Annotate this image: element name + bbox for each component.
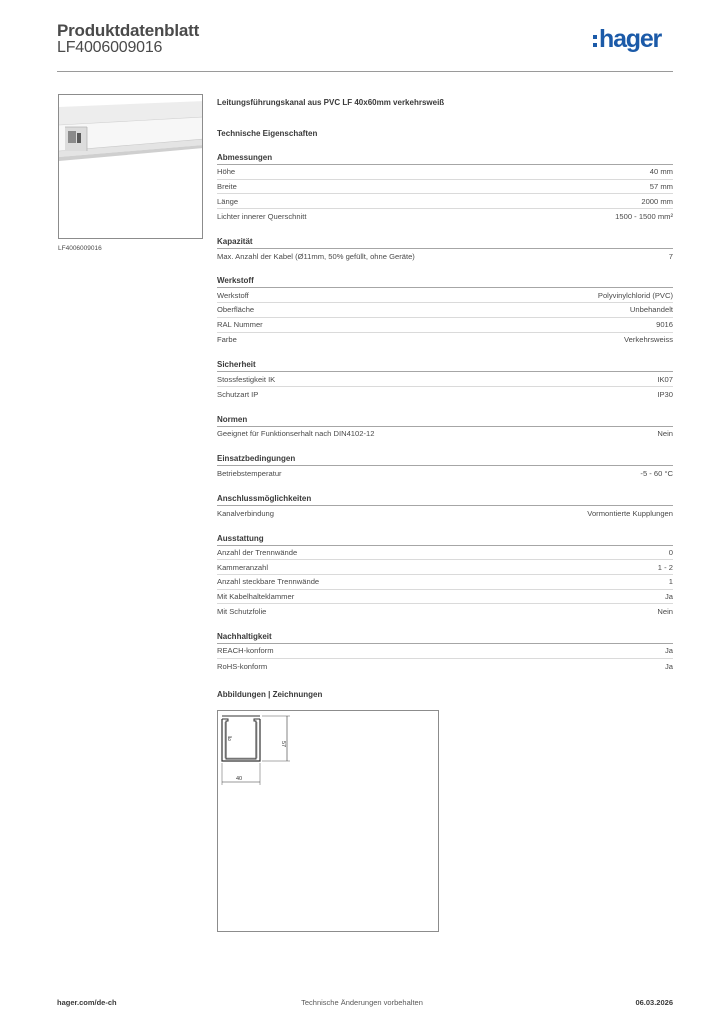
technical-drawing: [217, 710, 439, 932]
section-title: Werkstoff: [217, 276, 254, 286]
property-value: 9016: [656, 320, 673, 330]
property-label: RoHS-konform: [217, 661, 268, 671]
property-row: [217, 372, 673, 387]
section-title: Kapazität: [217, 236, 253, 246]
property-row: [217, 604, 673, 619]
property-value: 0: [668, 547, 673, 557]
property-value: IK07: [657, 374, 673, 384]
property-rows: [217, 248, 673, 264]
section-normen: [217, 414, 673, 442]
cable-duct-icon: [59, 95, 203, 239]
properties-sections: [217, 152, 673, 673]
property-row: [217, 194, 673, 209]
property-row: [217, 560, 673, 575]
property-row: [217, 303, 673, 318]
property-value: Nein: [657, 429, 673, 439]
property-value: Ja: [664, 592, 673, 602]
section-title: Ausstattung: [217, 533, 264, 543]
svg-text:40: 40: [236, 776, 243, 782]
property-label: Werkstoff: [217, 290, 249, 300]
svg-text:6: 6: [228, 737, 231, 743]
property-rows: [217, 465, 673, 481]
product-image-caption: LF4006009016: [58, 245, 102, 252]
section-nachhaltigkeit: [217, 631, 673, 673]
property-label: Stossfestigkeit IK: [217, 374, 276, 384]
property-label: Länge: [217, 196, 239, 206]
footer-website-link[interactable]: hager.com/de-ch: [57, 998, 117, 1007]
property-value: Ja: [664, 661, 673, 671]
svg-text:57: 57: [280, 741, 286, 748]
property-value: 57 mm: [649, 182, 673, 192]
figures-heading: Abbildungen | Zeichnungen: [217, 690, 323, 699]
property-label: RAL Nummer: [217, 320, 263, 330]
section-sicherheit: [217, 359, 673, 401]
property-value: 1: [668, 577, 673, 587]
logo-dots-icon: [593, 35, 597, 47]
section-title: Abmessungen: [217, 153, 273, 162]
section-anschlussm-glichkeiten: [217, 493, 673, 521]
property-label: Kammeranzahl: [217, 562, 269, 572]
property-row: [217, 659, 673, 674]
section-werkstoff: [217, 275, 673, 347]
section-abmessungen: [217, 152, 673, 224]
property-value: Unbehandelt: [629, 305, 673, 315]
property-label: Schutzart IP: [217, 389, 259, 399]
section-title: Einsatzbedingungen: [217, 454, 296, 464]
product-image: [58, 94, 203, 239]
property-rows: [217, 164, 673, 224]
property-row: [217, 427, 673, 442]
cross-section-drawing-icon: [218, 711, 440, 933]
property-value: Ja: [664, 646, 673, 656]
property-row: [217, 590, 673, 605]
property-rows: [217, 371, 673, 401]
property-row: [217, 466, 673, 481]
product-details: [217, 96, 673, 673]
property-value: 1500 - 1500 mm²: [615, 211, 673, 221]
property-value: Verkehrsweiss: [624, 335, 673, 345]
property-row: [217, 165, 673, 180]
property-label: Lichter innerer Querschnitt: [217, 211, 307, 221]
property-row: [217, 546, 673, 561]
property-value: 40 mm: [649, 167, 673, 177]
property-rows: [217, 505, 673, 521]
property-rows: [217, 287, 673, 347]
property-label: REACH-konform: [217, 646, 274, 656]
property-label: Oberfläche: [217, 305, 255, 315]
product-code: LF4006009016: [57, 39, 163, 56]
page-title: Produktdatenblatt: [57, 21, 200, 40]
property-rows: [217, 426, 673, 442]
property-row: [217, 288, 673, 303]
property-row: [217, 249, 673, 264]
property-value: 1 - 2: [657, 562, 673, 572]
section-title: Normen: [217, 414, 248, 424]
section-ausstattung: [217, 533, 673, 619]
tech-properties-heading: Technische Eigenschaften: [217, 129, 318, 138]
property-row: [217, 387, 673, 402]
logo-text: hager: [599, 25, 662, 53]
property-label: Betriebstemperatur: [217, 469, 282, 479]
property-row: [217, 318, 673, 333]
property-value: Nein: [657, 607, 673, 617]
property-rows: [217, 643, 673, 673]
property-value: -5 - 60 °C: [640, 469, 673, 479]
property-value: 2000 mm: [641, 196, 673, 206]
section-kapazit-t: [217, 236, 673, 264]
property-row: [217, 506, 673, 521]
property-value: 7: [668, 251, 673, 261]
section-title: Nachhaltigkeit: [217, 632, 272, 642]
hager-logo[interactable]: [593, 27, 661, 52]
property-row: [217, 575, 673, 590]
property-label: Mit Kabelhalteklammer: [217, 592, 295, 602]
property-row: [217, 209, 673, 224]
property-label: Höhe: [217, 167, 236, 177]
property-row: [217, 180, 673, 195]
property-label: Kanalverbindung: [217, 508, 274, 518]
property-row: [217, 333, 673, 348]
footer-date: 06.03.2026: [635, 998, 673, 1007]
property-label: Geeignet für Funktionserhalt nach DIN4102-12: [217, 429, 375, 439]
property-label: Max. Anzahl der Kabel (Ø11mm, 50% gefüllt, ohne Geräte): [217, 251, 415, 261]
section-einsatzbedingungen: [217, 453, 673, 481]
product-description: Leitungsführungskanal aus PVC LF 40x60mm verkehrsweiß: [217, 98, 445, 107]
section-title: Sicherheit: [217, 360, 256, 370]
property-value: Vormontierte Kupplungen: [587, 508, 673, 518]
property-label: Breite: [217, 182, 237, 192]
property-rows: [217, 545, 673, 619]
property-value: IP30: [657, 389, 673, 399]
header-divider: [57, 71, 673, 72]
property-label: Farbe: [217, 335, 237, 345]
property-label: Anzahl der Trennwände: [217, 547, 298, 557]
property-value: Polyvinylchlorid (PVC): [597, 290, 673, 300]
property-label: Mit Schutzfolie: [217, 607, 267, 617]
property-label: Anzahl steckbare Trennwände: [217, 577, 320, 587]
section-title: Anschlussmöglichkeiten: [217, 493, 312, 503]
footer-notice: Technische Änderungen vorbehalten: [301, 998, 423, 1007]
property-row: [217, 644, 673, 659]
